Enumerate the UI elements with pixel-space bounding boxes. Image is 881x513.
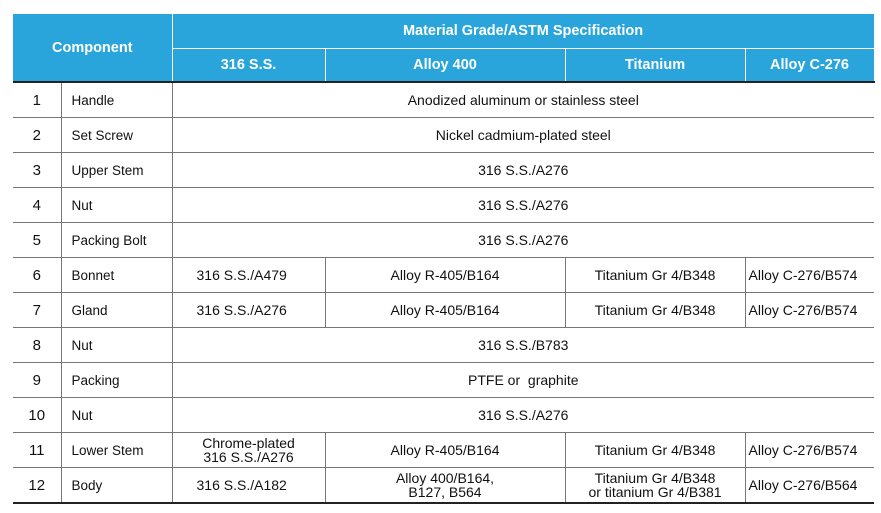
material-titanium: Titanium Gr 4/B348: [565, 258, 745, 293]
table-row: [13, 468, 874, 504]
material-alloy400-line1: Alloy 400/B164,: [395, 470, 495, 486]
material-316ss-line1: Chrome-plated: [202, 435, 295, 451]
material-316ss: [172, 433, 325, 468]
material-all: PTFE or graphite: [172, 363, 874, 398]
row-number: 8: [13, 328, 61, 363]
material-alloy400: [325, 468, 565, 504]
material-316ss-line2: 316 S.S./A276: [203, 449, 294, 465]
material-titanium-line2: or titanium Gr 4/B381: [588, 484, 722, 500]
table-row: [13, 293, 874, 328]
table-row: [13, 258, 874, 293]
spec-title-header: Material Grade/ASTM Specification: [172, 14, 874, 49]
row-number: 2: [13, 118, 61, 153]
component-name: Packing Bolt: [61, 223, 172, 258]
material-316ss: 316 S.S./A479: [172, 258, 325, 293]
table-row: [13, 188, 874, 223]
component-name: Set Screw: [61, 118, 172, 153]
row-number: 9: [13, 363, 61, 398]
material-all: 316 S.S./A276: [172, 188, 874, 223]
row-number: 10: [13, 398, 61, 433]
component-name: Bonnet: [61, 258, 172, 293]
row-number: 11: [13, 433, 61, 468]
table-row: [13, 398, 874, 433]
table-row: [13, 433, 874, 468]
material-alloy400: Alloy R-405/B164: [325, 433, 565, 468]
component-name: Packing: [61, 363, 172, 398]
component-name: Nut: [61, 398, 172, 433]
row-number: 6: [13, 258, 61, 293]
material-spec-table: [13, 13, 875, 504]
table-row: [13, 223, 874, 258]
table-header: [13, 14, 874, 83]
material-c276: Alloy C-276/B574: [745, 258, 874, 293]
material-alloy400-line2: B127, B564: [408, 484, 482, 500]
material-all: 316 S.S./A276: [172, 223, 874, 258]
component-name: Upper Stem: [61, 153, 172, 188]
material-c276: Alloy C-276/B574: [745, 433, 874, 468]
material-c276: Alloy C-276/B574: [745, 293, 874, 328]
table-row: [13, 153, 874, 188]
material-c276: Alloy C-276/B564: [745, 468, 874, 504]
material-all: 316 S.S./A276: [172, 153, 874, 188]
material-titanium: Titanium Gr 4/B348: [565, 433, 745, 468]
material-titanium-line1: Titanium Gr 4/B348: [594, 470, 716, 486]
component-header: Component: [13, 14, 172, 83]
component-name: Body: [61, 468, 172, 504]
row-number: 3: [13, 153, 61, 188]
row-number: 1: [13, 82, 61, 118]
row-number: 5: [13, 223, 61, 258]
material-all: Nickel cadmium-plated steel: [172, 118, 874, 153]
row-number: 7: [13, 293, 61, 328]
material-316ss: 316 S.S./A182: [172, 468, 325, 504]
component-name: Gland: [61, 293, 172, 328]
material-titanium: Titanium Gr 4/B348: [565, 293, 745, 328]
table-row: [13, 118, 874, 153]
material-titanium: [565, 468, 745, 504]
table-row: [13, 328, 874, 363]
material-all: 316 S.S./B783: [172, 328, 874, 363]
component-name: Handle: [61, 82, 172, 118]
table-row: [13, 363, 874, 398]
row-number: 4: [13, 188, 61, 223]
material-all: 316 S.S./A276: [172, 398, 874, 433]
col-c276-header: Alloy C-276: [745, 49, 874, 83]
material-alloy400: Alloy R-405/B164: [325, 293, 565, 328]
material-316ss: 316 S.S./A276: [172, 293, 325, 328]
material-alloy400: Alloy R-405/B164: [325, 258, 565, 293]
table-row: [13, 82, 874, 118]
material-all: Anodized aluminum or stainless steel: [172, 82, 874, 118]
col-titanium-header: Titanium: [565, 49, 745, 83]
col-316ss-header: 316 S.S.: [172, 49, 325, 83]
component-name: Nut: [61, 188, 172, 223]
row-number: 12: [13, 468, 61, 504]
component-name: Nut: [61, 328, 172, 363]
col-alloy400-header: Alloy 400: [325, 49, 565, 83]
component-name: Lower Stem: [61, 433, 172, 468]
